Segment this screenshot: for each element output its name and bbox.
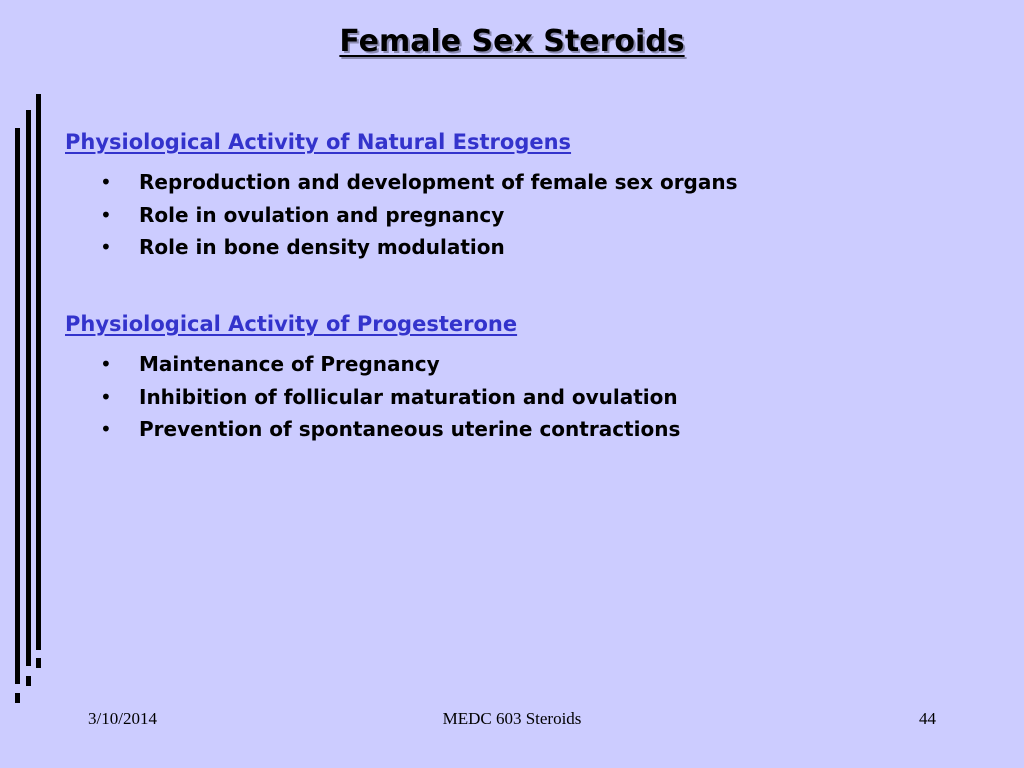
decorative-bars [0,0,60,768]
bullet-icon: • [100,417,112,442]
bullet-icon: • [100,352,112,376]
footer-course: MEDC 603 Steroids [442,709,582,728]
list-item-text: Reproduction and development of female sex organs [139,170,738,194]
section-heading-progesterone: Physiological Activity of Progesterone [65,312,518,336]
slide-title: Female Sex Steroids [339,24,685,59]
bullet-icon: • [100,384,112,409]
list-item-text: Role in ovulation and pregnancy [139,202,505,227]
list-item-text: Prevention of spontaneous uterine contractions [139,417,681,442]
bullet-icon: • [100,170,112,194]
footer-date: 3/10/2014 [88,709,157,728]
decorative-bar [26,110,31,666]
list-item-text: Role in bone density modulation [139,235,505,260]
decorative-bar [15,693,20,703]
decorative-bar [15,128,20,684]
bullet-icon: • [100,202,112,227]
decorative-bar [26,676,31,686]
footer-page-number: 44 [919,709,936,728]
bullet-icon: • [100,235,112,260]
section-heading-estrogens: Physiological Activity of Natural Estrogens [65,130,572,154]
decorative-bar [36,94,41,650]
list-item-text: Maintenance of Pregnancy [139,352,440,376]
decorative-bar [36,658,41,668]
list-item-text: Inhibition of follicular maturation and ovulation [139,384,678,409]
